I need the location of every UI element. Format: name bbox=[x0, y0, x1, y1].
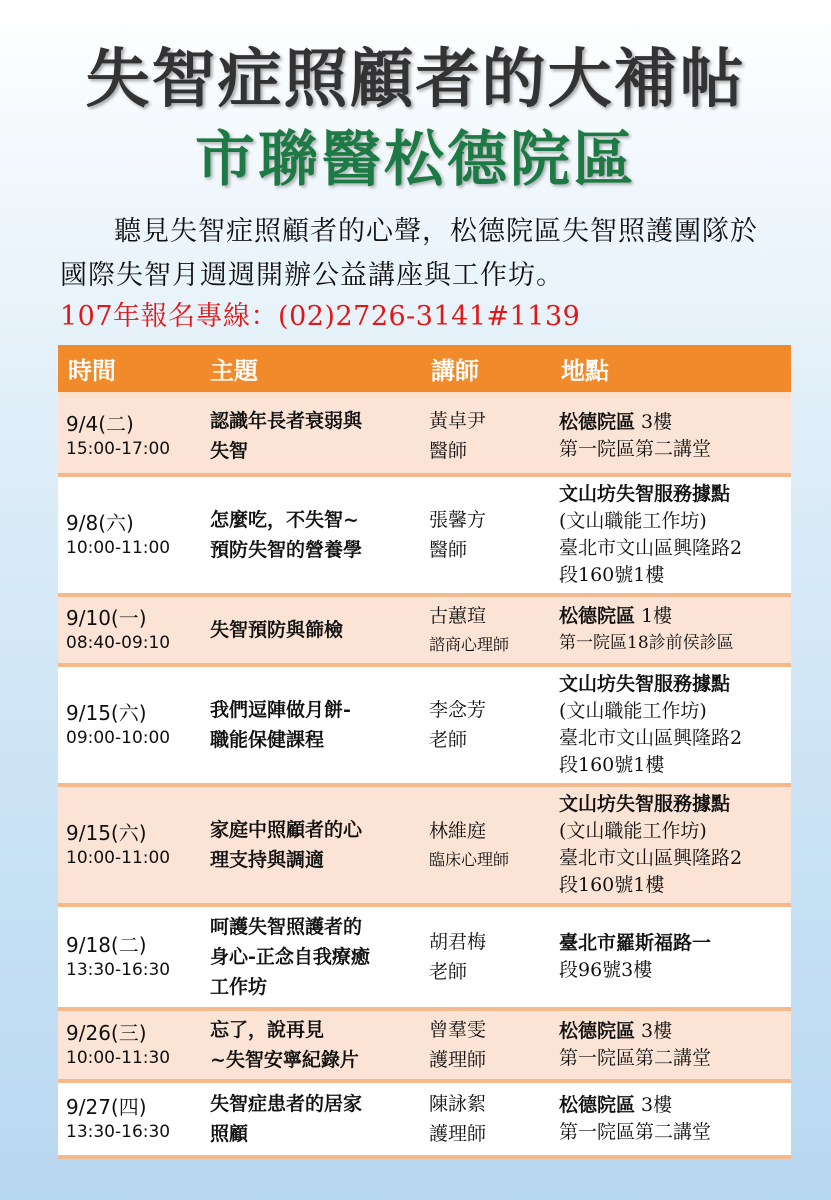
location-line bbox=[559, 671, 785, 698]
event-date: 9/26(三) bbox=[66, 1021, 147, 1045]
event-date: 9/27(四) bbox=[66, 1095, 147, 1119]
topic-line: 照顧 bbox=[210, 1123, 249, 1145]
table-row bbox=[58, 395, 791, 475]
location-line: 段160號1樓 bbox=[559, 874, 665, 896]
header-speaker: 講師 bbox=[421, 345, 551, 395]
location-name: 松德院區 bbox=[559, 605, 636, 627]
location-line bbox=[559, 409, 785, 436]
location-line: 第一院區18診前侯診區 bbox=[559, 633, 734, 653]
event-time: 08:40-09:10 bbox=[66, 633, 171, 653]
header-topic: 主題 bbox=[196, 345, 421, 395]
table-row bbox=[58, 905, 791, 1009]
cell-time bbox=[58, 1009, 196, 1081]
event-time: 09:00-10:00 bbox=[66, 728, 171, 748]
cell-topic bbox=[196, 475, 421, 595]
cell-time bbox=[58, 595, 196, 665]
event-date: 9/4(二) bbox=[66, 411, 134, 436]
location-line: 臺北市文山區興隆路2 bbox=[559, 537, 743, 559]
topic-line: 失智 bbox=[210, 439, 249, 462]
cell-speaker bbox=[421, 1009, 551, 1081]
cell-speaker bbox=[421, 395, 551, 475]
topic-line: ~失智安寧紀錄片 bbox=[210, 1049, 359, 1071]
event-date: 9/15(六) bbox=[66, 821, 147, 845]
event-time: 15:00-17:00 bbox=[66, 438, 171, 459]
location-line bbox=[559, 791, 785, 818]
intro-paragraph: 聽見失智症照顧者的心聲，松德院區失智照護團隊於國際失智月週週開辦公益講座與工作坊。 bbox=[60, 216, 758, 291]
cell-speaker bbox=[421, 665, 551, 785]
topic-line: 我們逗陣做月餅- bbox=[210, 699, 351, 721]
topic-line: 認識年長者衰弱與 bbox=[210, 409, 363, 432]
location-floor: 3樓 bbox=[635, 1094, 673, 1116]
location-line bbox=[559, 1092, 785, 1119]
speaker-name: 古蕙瑄 bbox=[429, 605, 487, 627]
speaker-title: 護理師 bbox=[429, 1123, 487, 1145]
cell-location bbox=[551, 1081, 791, 1157]
speaker-title: 諮商心理師 bbox=[429, 635, 510, 654]
registration-hotline: 107年報名專線：(02)2726-3141#1139 bbox=[60, 301, 581, 332]
location-line bbox=[559, 930, 785, 957]
cell-time bbox=[58, 1081, 196, 1157]
cell-location bbox=[551, 785, 791, 905]
speaker-name: 曾羣雯 bbox=[429, 1019, 487, 1041]
location-floor: 3樓 bbox=[635, 410, 673, 433]
topic-line: 怎麼吃，不失智~ bbox=[210, 509, 359, 531]
speaker-title: 老師 bbox=[429, 961, 468, 983]
location-floor: 3樓 bbox=[635, 1020, 673, 1042]
location-name: 松德院區 bbox=[559, 1020, 636, 1042]
location-line bbox=[559, 481, 785, 508]
topic-line: 家庭中照顧者的心 bbox=[210, 819, 363, 841]
speaker-name: 林維庭 bbox=[429, 820, 487, 842]
location-line bbox=[559, 603, 785, 630]
schedule-table bbox=[58, 345, 791, 1159]
topic-line: 呵護失智照護者的 bbox=[210, 916, 363, 938]
event-date: 9/8(六) bbox=[66, 511, 134, 535]
table-row bbox=[58, 475, 791, 595]
location-line: 段160號1樓 bbox=[559, 754, 665, 776]
speaker-title: 護理師 bbox=[429, 1049, 487, 1071]
topic-line: 職能保健課程 bbox=[210, 729, 325, 751]
speaker-title: 醫師 bbox=[429, 439, 468, 462]
cell-topic bbox=[196, 395, 421, 475]
topic-line: 失智症患者的居家 bbox=[210, 1093, 363, 1115]
location-name: 臺北市羅斯福路一 bbox=[559, 932, 712, 954]
cell-topic bbox=[196, 595, 421, 665]
topic-line: 失智預防與篩檢 bbox=[210, 619, 344, 641]
topic-line: 身心-正念自我療癒 bbox=[210, 946, 370, 968]
location-line: 段160號1樓 bbox=[559, 564, 665, 586]
topic-line: 工作坊 bbox=[210, 976, 268, 998]
event-date: 9/15(六) bbox=[66, 701, 147, 725]
cell-location bbox=[551, 475, 791, 595]
table-row bbox=[58, 1081, 791, 1157]
location-line bbox=[559, 1018, 785, 1045]
cell-speaker bbox=[421, 475, 551, 595]
speaker-title: 臨床心理師 bbox=[429, 850, 510, 869]
location-floor: 1樓 bbox=[635, 605, 673, 627]
topic-line: 預防失智的營養學 bbox=[210, 539, 363, 561]
hospital-name: 市聯醫松德院區 bbox=[195, 125, 636, 195]
cell-time bbox=[58, 395, 196, 475]
cell-speaker bbox=[421, 905, 551, 1009]
event-time: 10:00-11:30 bbox=[66, 1048, 171, 1068]
cell-time bbox=[58, 905, 196, 1009]
cell-time bbox=[58, 785, 196, 905]
speaker-name: 陳詠絮 bbox=[429, 1093, 487, 1115]
cell-topic bbox=[196, 785, 421, 905]
cell-location bbox=[551, 595, 791, 665]
location-line: (文山職能工作坊) bbox=[559, 820, 707, 842]
event-time: 13:30-16:30 bbox=[66, 1122, 171, 1142]
location-name: 文山坊失智服務據點 bbox=[559, 483, 731, 505]
location-line: 臺北市文山區興隆路2 bbox=[559, 727, 743, 749]
location-line: 段96號3樓 bbox=[559, 959, 653, 981]
event-time: 10:00-11:00 bbox=[66, 848, 171, 868]
cell-location bbox=[551, 905, 791, 1009]
table-row bbox=[58, 665, 791, 785]
speaker-title: 老師 bbox=[429, 729, 468, 751]
location-line: (文山職能工作坊) bbox=[559, 510, 707, 532]
location-name: 文山坊失智服務據點 bbox=[559, 793, 731, 815]
topic-line: 理支持與調適 bbox=[210, 849, 325, 871]
speaker-name: 張馨方 bbox=[429, 509, 487, 531]
location-line: 第一院區第二講堂 bbox=[559, 437, 712, 460]
location-line: 第一院區第二講堂 bbox=[559, 1121, 712, 1143]
cell-speaker bbox=[421, 1081, 551, 1157]
speaker-name: 胡君梅 bbox=[429, 931, 487, 953]
event-time: 13:30-16:30 bbox=[66, 960, 171, 980]
cell-location bbox=[551, 1009, 791, 1081]
cell-location bbox=[551, 665, 791, 785]
cell-location bbox=[551, 395, 791, 475]
location-line: (文山職能工作坊) bbox=[559, 700, 707, 722]
cell-topic bbox=[196, 1009, 421, 1081]
location-name: 文山坊失智服務據點 bbox=[559, 673, 731, 695]
speaker-name: 黃卓尹 bbox=[429, 409, 487, 432]
speaker-title: 醫師 bbox=[429, 539, 468, 561]
event-date: 9/10(一) bbox=[66, 606, 147, 630]
cell-time bbox=[58, 475, 196, 595]
cell-speaker bbox=[421, 785, 551, 905]
cell-speaker bbox=[421, 595, 551, 665]
cell-topic bbox=[196, 905, 421, 1009]
event-date: 9/18(二) bbox=[66, 933, 147, 957]
table-header-row bbox=[58, 345, 791, 395]
location-name: 松德院區 bbox=[559, 410, 636, 433]
table-row bbox=[58, 1009, 791, 1081]
event-time: 10:00-11:00 bbox=[66, 538, 171, 558]
cell-topic bbox=[196, 1081, 421, 1157]
location-name: 松德院區 bbox=[559, 1094, 636, 1116]
location-line: 第一院區第二講堂 bbox=[559, 1047, 712, 1069]
header-location: 地點 bbox=[551, 345, 791, 395]
cell-time bbox=[58, 665, 196, 785]
cell-topic bbox=[196, 665, 421, 785]
table-row bbox=[58, 595, 791, 665]
topic-line: 忘了，說再見 bbox=[210, 1019, 325, 1041]
header-time: 時間 bbox=[58, 345, 196, 395]
location-line: 臺北市文山區興隆路2 bbox=[559, 847, 743, 869]
table-row bbox=[58, 785, 791, 905]
poster-title: 失智症照顧者的大補帖 bbox=[85, 43, 746, 117]
speaker-name: 李念芳 bbox=[429, 699, 487, 721]
